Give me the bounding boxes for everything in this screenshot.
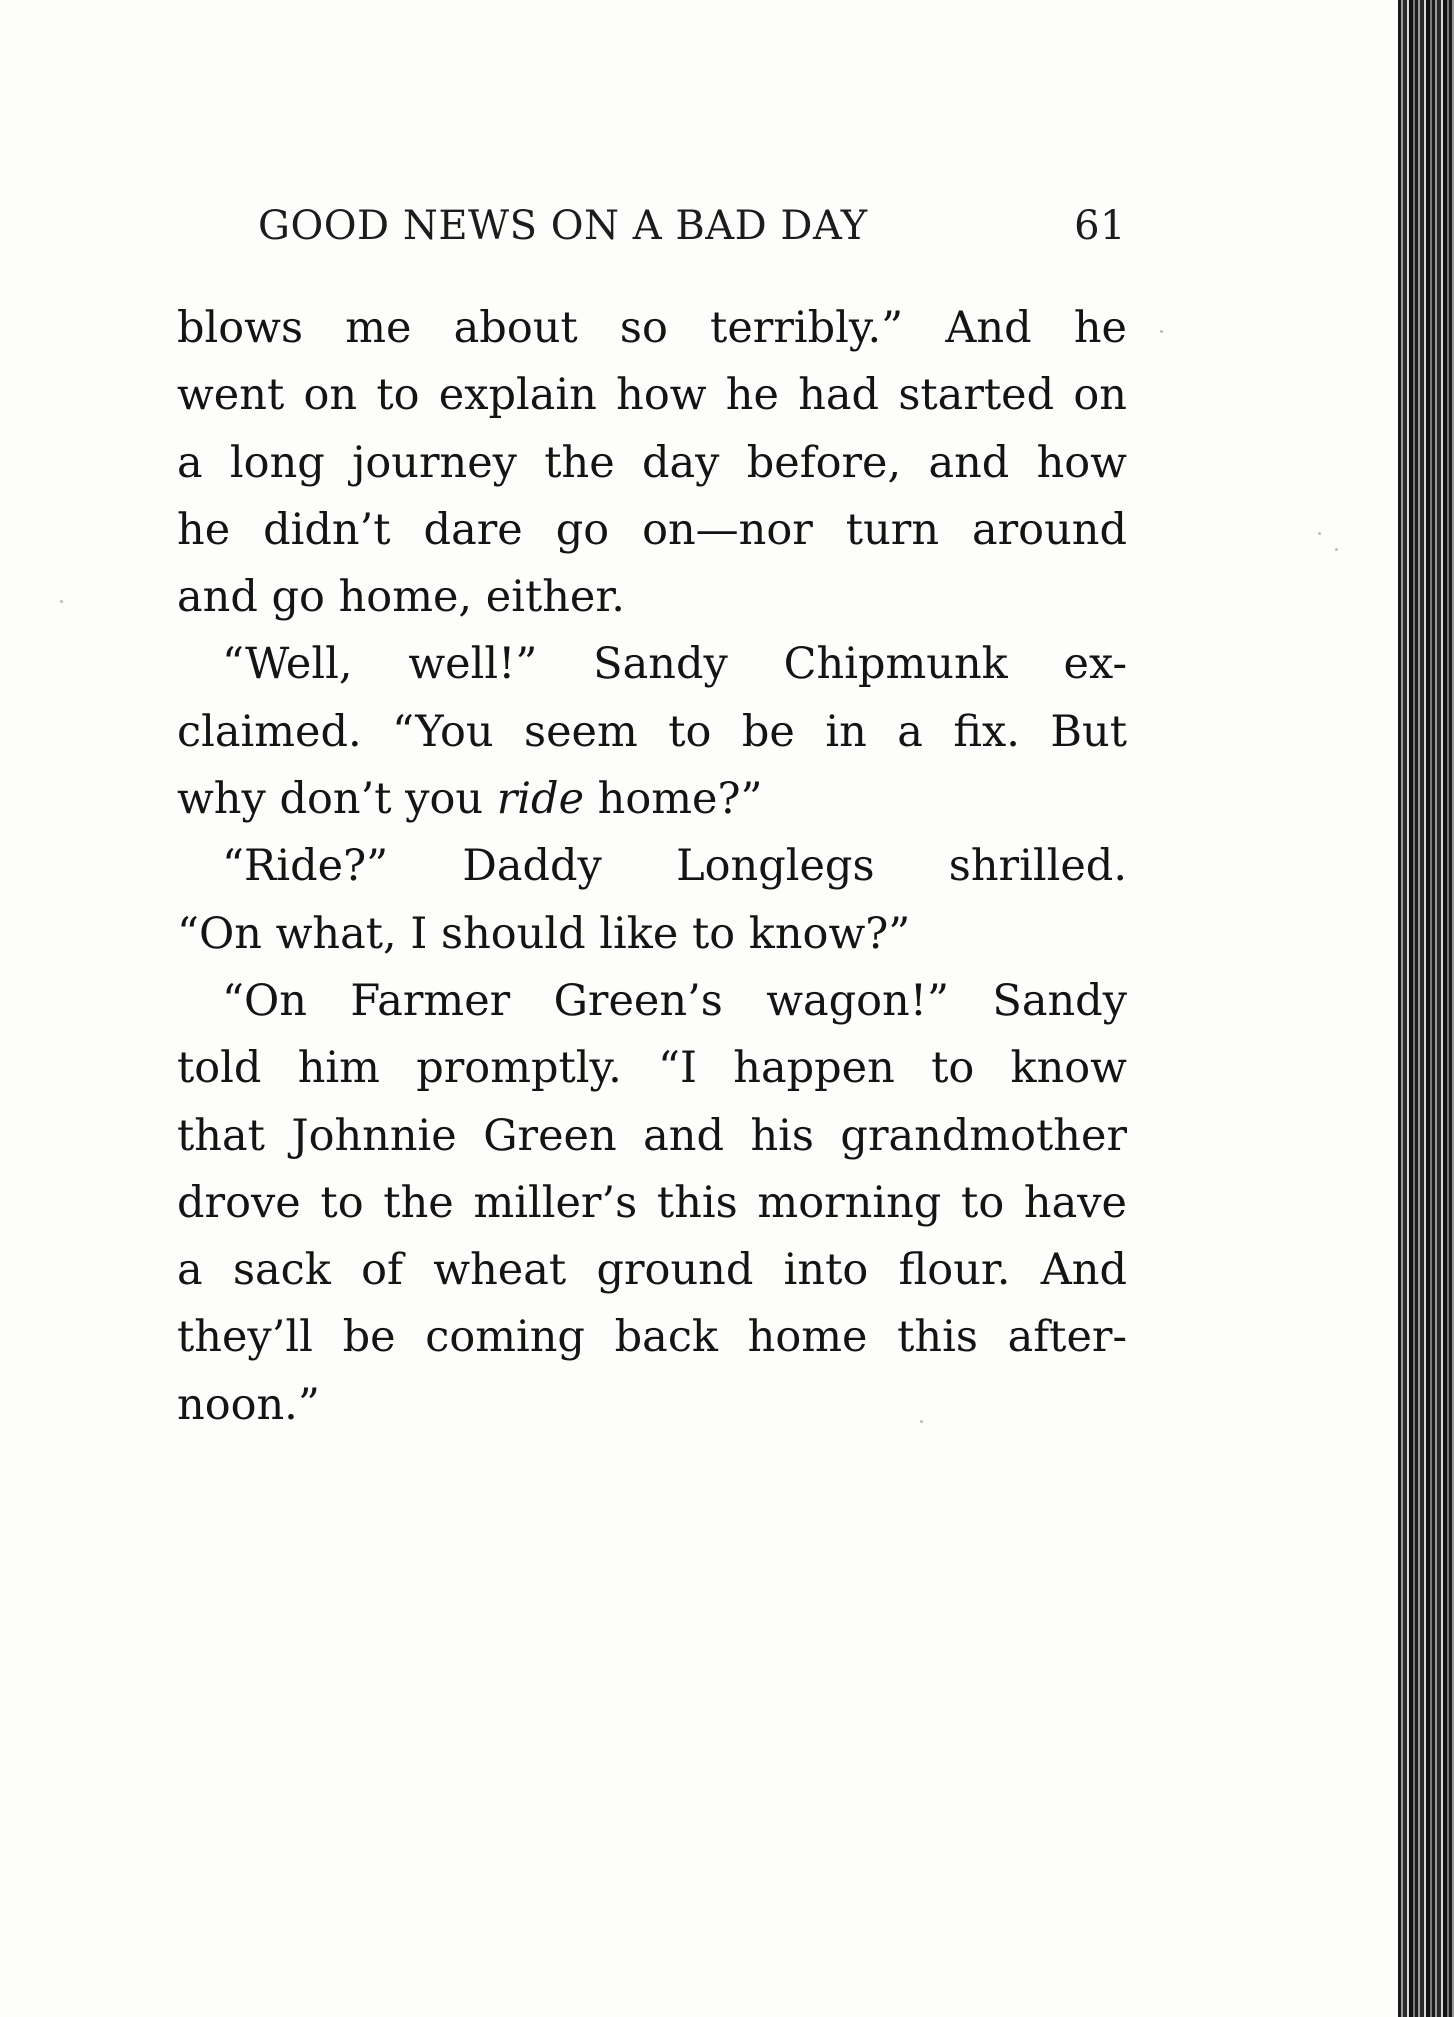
- text-line: and go home, either.: [177, 572, 625, 623]
- text-line: “Ride?” Daddy Longlegs shrilled.: [222, 841, 1127, 892]
- paper-speck: [1160, 330, 1163, 333]
- text-line: a long journey the day before, and how: [177, 437, 1127, 488]
- paper-speck: [1335, 548, 1338, 551]
- paper-speck: [60, 600, 63, 603]
- text-line: they’ll be coming back home this after-: [177, 1312, 1127, 1363]
- text-line: noon.”: [177, 1379, 320, 1430]
- text-line: a sack of wheat ground into flour. And: [177, 1245, 1127, 1296]
- running-head: [258, 203, 1126, 267]
- paper-speck: [920, 1420, 923, 1423]
- text-run: home?”: [584, 774, 763, 825]
- page-binding-edge: [1398, 0, 1454, 2017]
- text-line: he didn’t dare go on—nor turn around: [177, 504, 1127, 555]
- text-line: drove to the miller’s this morning to have: [177, 1177, 1127, 1228]
- text-line: claimed. “You seem to be in a fix. But: [177, 706, 1127, 757]
- text-line: “On Farmer Green’s wagon!” Sandy: [222, 975, 1127, 1026]
- text-line: “On what, I should like to know?”: [177, 908, 911, 959]
- text-run: why don’t you: [177, 774, 497, 825]
- text-line: blows me about so terribly.” And he: [177, 303, 1127, 353]
- text-line: “Well, well!” Sandy Chipmunk ex-: [222, 639, 1127, 690]
- chapter-title: GOOD NEWS ON A BAD DAY: [258, 203, 868, 249]
- text-line: that Johnnie Green and his grandmother: [177, 1110, 1127, 1161]
- text-line: told him promptly. “I happen to know: [177, 1043, 1127, 1094]
- page-number: 61: [1074, 203, 1126, 249]
- paper-speck: [1318, 532, 1321, 535]
- italic-word: ride: [496, 774, 585, 825]
- body-text: [177, 295, 1127, 1439]
- text-line: went on to explain how he had started on: [177, 370, 1127, 421]
- text-line: [177, 766, 1127, 833]
